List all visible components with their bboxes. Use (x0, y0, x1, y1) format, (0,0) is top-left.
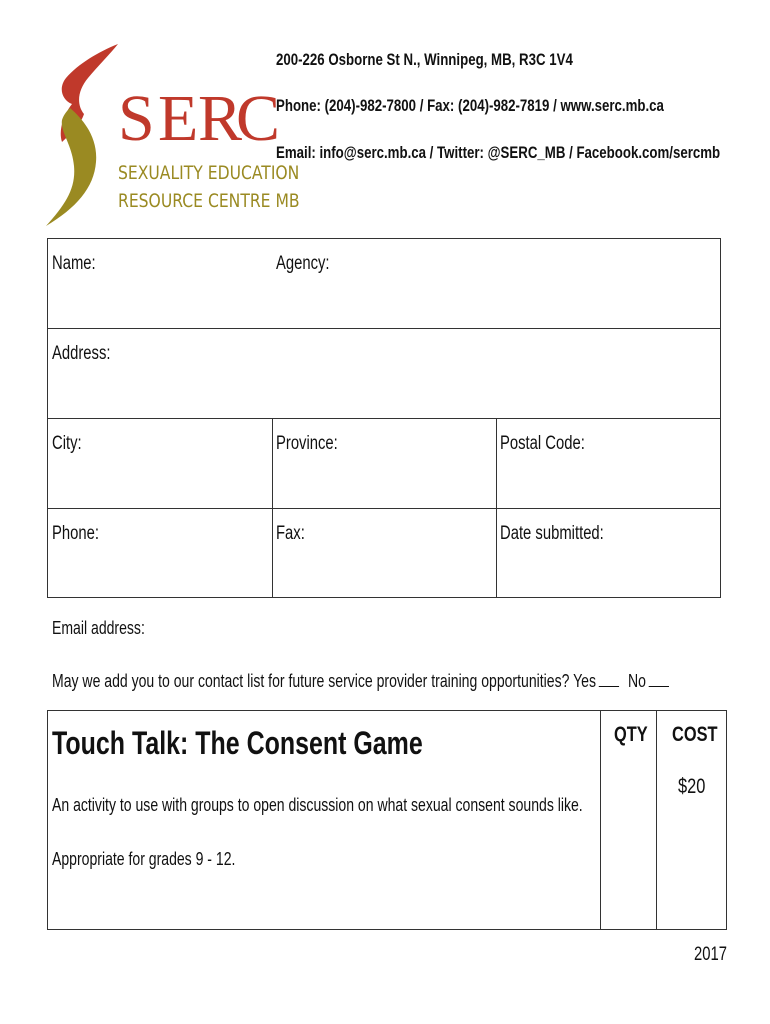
product-title: Touch Talk: The Consent Game (52, 725, 423, 761)
product-table (47, 710, 727, 930)
product-grades: Appropriate for grades 9 - 12. (52, 849, 236, 869)
agency-field[interactable] (276, 253, 345, 275)
name-label: Name: (52, 253, 96, 274)
grid-divider (48, 328, 720, 329)
logo-subtitle-line1: SEXUALITY EDUCATION (118, 162, 300, 184)
phone-label: Phone: (52, 523, 99, 544)
address-field[interactable] (52, 343, 127, 365)
logo-letter-e: E (158, 82, 199, 155)
postal-code-label: Postal Code: (500, 433, 585, 454)
agency-label: Agency: (276, 253, 330, 274)
logo-subtitle-line2: RESOURCE CENTRE MB (118, 190, 300, 212)
province-label: Province: (276, 433, 338, 454)
qty-input-cell[interactable] (601, 761, 655, 926)
address-label: Address: (52, 343, 111, 364)
email-address-label: Email address: (52, 618, 145, 638)
contact-form-grid (47, 238, 721, 598)
logo-letter-s: S (118, 82, 155, 155)
cost-header: COST (672, 723, 718, 746)
city-label: City: (52, 433, 82, 454)
cost-value: $20 (678, 775, 706, 798)
grid-divider (48, 418, 720, 419)
qty-header: QTY (614, 723, 648, 746)
grid-divider (496, 418, 497, 598)
logo-letter-r: R (198, 82, 243, 155)
grid-divider (48, 508, 720, 509)
form-year: 2017 (694, 944, 727, 965)
email-line: Email: info@serc.mb.ca / Twitter: @SERC_MB / Facebook.com/sercmb (276, 143, 721, 162)
serc-logo (40, 42, 300, 227)
email-address-field[interactable] (52, 618, 171, 639)
no-label: No (627, 671, 646, 691)
name-field[interactable] (52, 253, 108, 275)
city-field[interactable] (52, 433, 90, 455)
yes-blank[interactable] (599, 686, 619, 687)
province-field[interactable] (276, 433, 355, 455)
phone-line: Phone: (204)-982-7800 / Fax: (204)-982-7819 / www.serc.mb.ca (276, 96, 664, 115)
serc-swoosh-icon (40, 42, 120, 227)
date-submitted-field[interactable] (500, 523, 633, 545)
contact-list-question (52, 671, 770, 692)
logo-letter-c: C (236, 82, 281, 155)
yes-label: Yes (573, 671, 596, 691)
no-blank[interactable] (649, 686, 669, 687)
phone-field[interactable] (52, 523, 112, 545)
fax-field[interactable] (276, 523, 313, 545)
product-description: An activity to use with groups to open discussion on what sexual consent sounds like. (52, 795, 583, 815)
postal-code-field[interactable] (500, 433, 609, 455)
address-line: 200-226 Osborne St N., Winnipeg, MB, R3C 1V4 (276, 50, 573, 69)
date-submitted-label: Date submitted: (500, 523, 604, 544)
contact-question-text: May we add you to our contact list for future service provider training opportunities? (52, 671, 570, 691)
fax-label: Fax: (276, 523, 305, 544)
grid-divider (272, 418, 273, 598)
